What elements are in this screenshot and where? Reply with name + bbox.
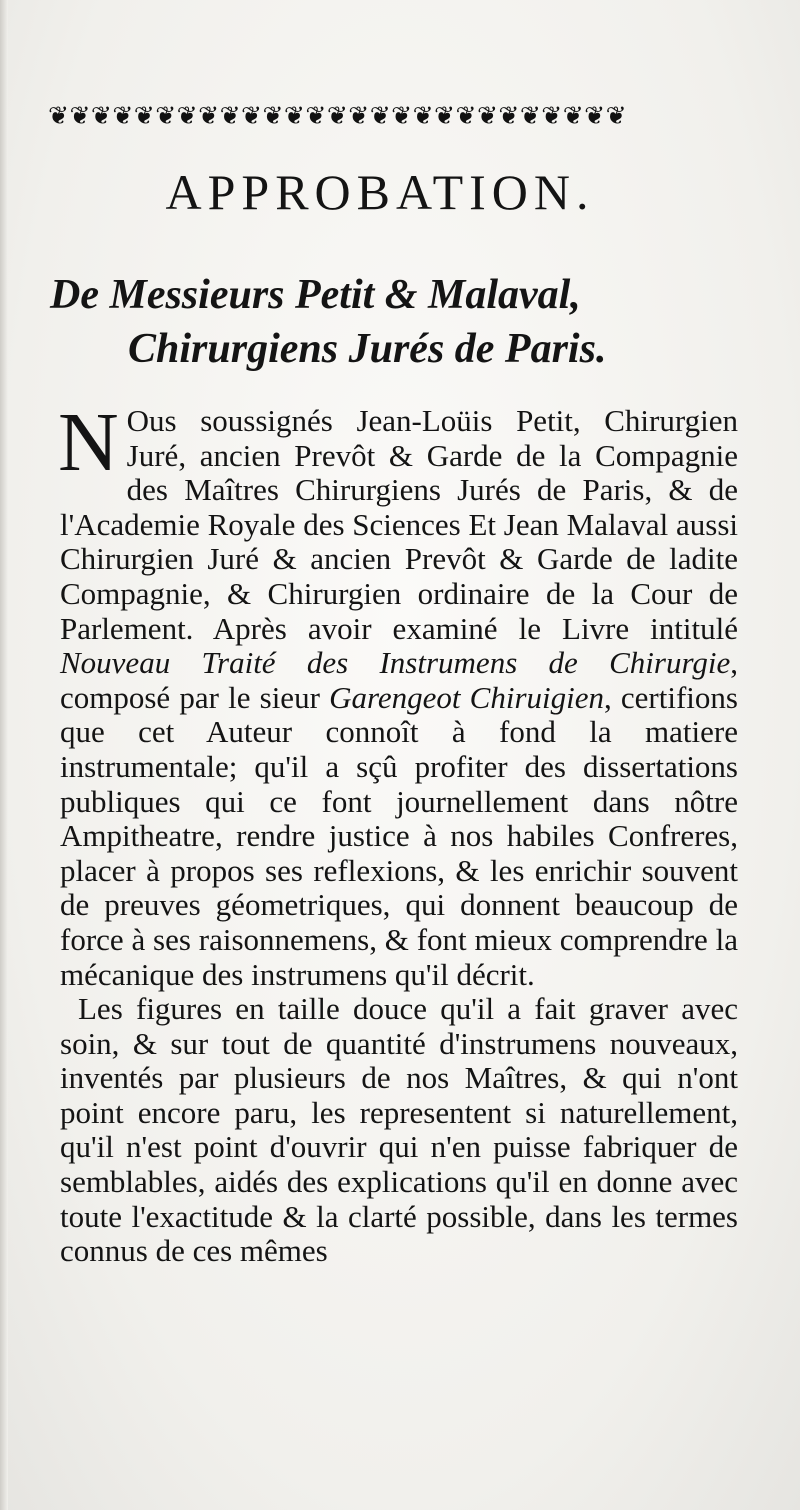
page-edge-shadow [0,0,8,1510]
body-text [58,396,738,1269]
author-name: Garengeot Chiruigien [329,679,604,715]
ornament-band: ❦❦❦❦❦❦❦❦❦❦❦❦❦❦❦❦❦❦❦❦❦❦❦❦❦❦❦ [48,101,628,130]
paragraph-2-text: Les figures en taille douce qu'il a fait graver avec soin, & sur tout de quantité d'instrumens nouveaux, inventés par plusieurs de nos Maîtres, & qui n'ont point encore paru, les representent si naturellement, qu'il n'est point d'ouvrir qui n'en puisse fabriquer de semblables, aidés des explications qu'il en donne avec toute l'exactitude & la clarté possible, dans les termes connus de ces mêmes [60,991,738,1269]
paragraph-1-text-c: , certifions que cet Auteur connoît à fond la matiere instrumentale; qu'il a sçû profiter des dissertations publiques qui ce font journellement dans nôtre Ampitheatre, rendre justice à nos habiles Confreres, placer à propos ses reflexions, & les enrichir souvent de preuves géometriques, qui donnent beaucoup de force à ses raisonnemens, & font mieux comprendre la mécanique des instrumens qu'il décrit. [60,679,738,992]
paragraph-1 [58,396,738,992]
paragraph-1-text-a: Ous soussignés Jean-Loüis Petit, Chirurgien Juré, ancien Prevôt & Garde de la Compagnie des Maîtres Chirurgiens Jurés de Paris, & de l'Academie Royale des Sciences Et Jean Malaval aussi Chirurgien Juré & ancien Prevôt & Garde de ladite Compagnie, & Chirurgien ordinaire de la Cour de Parlement. Après avoir examiné le Livre intitulé [60,403,738,646]
subtitle-line-1: De Messieurs Petit & Malaval, [50,272,581,318]
paragraph-1-text-b: , composé par le sieur [60,645,738,715]
paragraph-2 [60,992,738,1269]
drop-cap: N [58,396,119,489]
page-title: APPROBATION. [165,164,595,220]
subtitle [50,268,740,376]
book-title: Nouveau Traité des Instrumens de Chirurgie [60,645,731,681]
subtitle-line-2: Chirurgiens Jurés de Paris. [128,326,607,372]
